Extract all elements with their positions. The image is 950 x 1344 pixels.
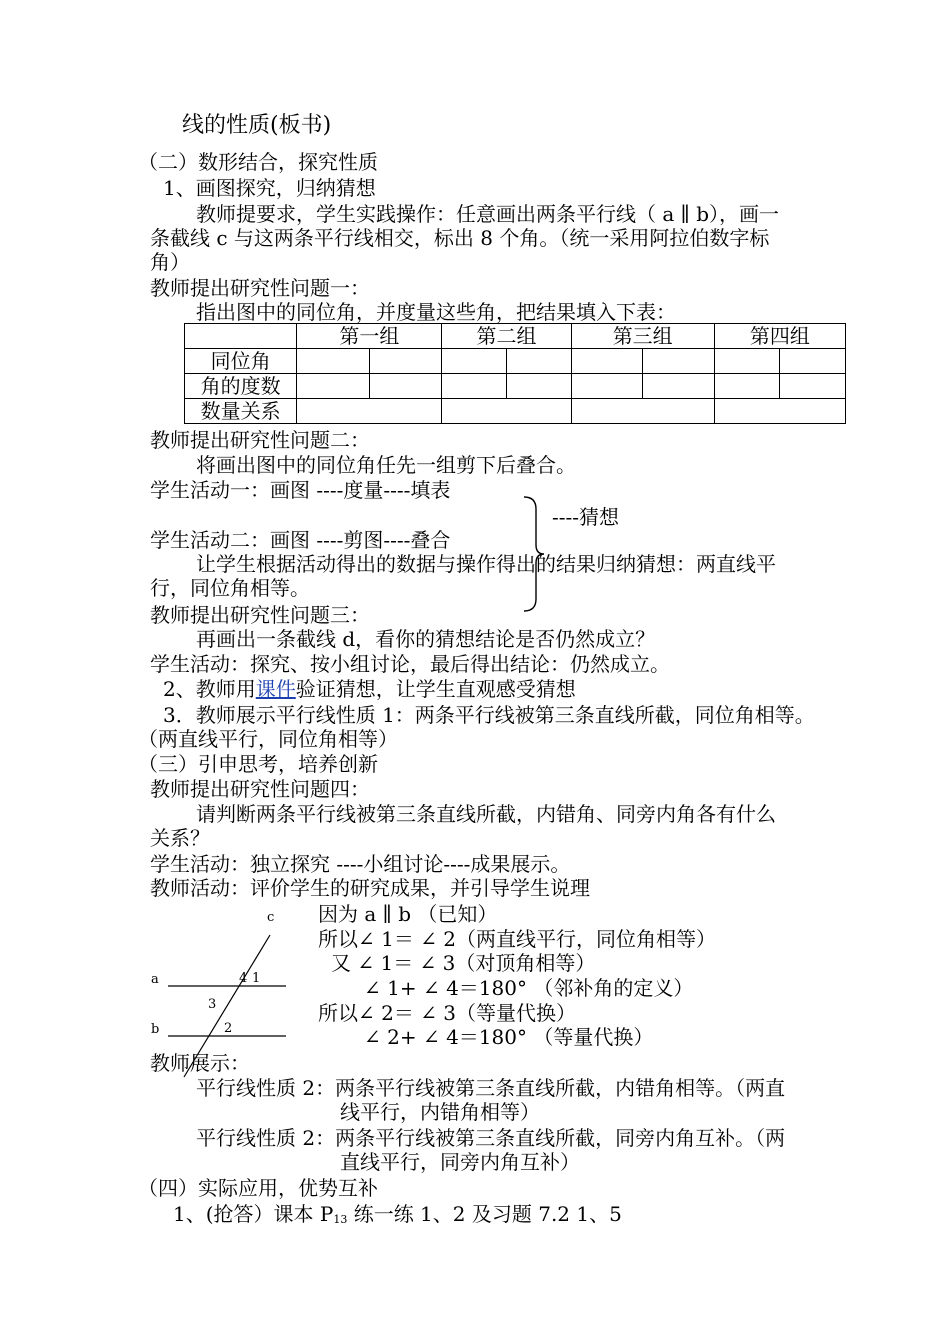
student-activity-1: 学生活动一：画图 ----度量----填表 (150, 478, 451, 502)
section4-title: （四）实际应用，优势互补 (138, 1176, 378, 1200)
label-a: a (151, 972, 159, 987)
table-cell (442, 374, 507, 399)
angle-4-label: 4 (239, 971, 248, 986)
table-cell (571, 374, 643, 399)
table-group-header: 第三组 (571, 324, 714, 349)
proof-line: ∠ 2+ ∠ 4＝180° （等量代换） (364, 1025, 654, 1049)
table-header-row (185, 324, 846, 349)
proof-line: 所以∠ 1＝ ∠ 2（两直线平行，同位角相等） (318, 927, 717, 951)
table-row-label: 同位角 (185, 349, 297, 374)
angle-3-label: 3 (208, 997, 217, 1012)
section-heading: 线的性质(板书) (182, 113, 332, 138)
property2b-line2: 直线平行，同旁内角互补） (340, 1150, 580, 1174)
table-cell (297, 349, 370, 374)
table-cell (780, 374, 846, 399)
question2-title: 教师提出研究性问题二： (150, 428, 370, 452)
item2-suffix: 验证猜想，让学生直观感受猜想 (295, 677, 576, 701)
table-group-header: 第二组 (442, 324, 571, 349)
angle-2-label: 2 (224, 1021, 233, 1036)
proof-line: 所以∠ 2＝ ∠ 3（等量代换） (318, 1001, 577, 1025)
label-c: c (267, 910, 275, 925)
item1-title: 1、画图探究，归纳猜想 (163, 176, 376, 200)
table-cell (442, 399, 571, 424)
question1-text: 指出图中的同位角，并度量这些角，把结果填入下表： (196, 300, 676, 324)
item3-line1: 3．教师展示平行线性质 1：两条平行线被第三条直线所截，同位角相等。 (163, 703, 815, 727)
student-activity-4: 学生活动：独立探究 ----小组讨论----成果展示。 (150, 852, 571, 876)
proof-line: 又 ∠ 1＝ ∠ 3（对顶角相等） (331, 951, 596, 975)
practice-suffix: 练一练 1、2 及习题 7.2 1、5 (347, 1202, 622, 1226)
table-corner-cell (185, 324, 297, 349)
table-row (185, 374, 846, 399)
table-cell (297, 374, 370, 399)
question3-text: 再画出一条截线 d，看你的猜想结论是否仍然成立？ (196, 627, 656, 651)
proof-line: 因为 a ∥ b （已知） (318, 902, 498, 926)
question4-title: 教师提出研究性问题四： (150, 777, 370, 801)
section3-title: （三）引申思考，培养创新 (138, 752, 378, 776)
courseware-link[interactable]: 课件 (255, 677, 296, 701)
guess-label: ----猜想 (552, 505, 620, 529)
table-cell (714, 399, 845, 424)
table-cell (571, 349, 643, 374)
item2-line (163, 677, 576, 701)
para1-line2: 条截线 c 与这两条平行线相交，标出 8 个角。（统一采用阿拉伯数字标 (150, 226, 770, 250)
property2a-line1: 平行线性质 2：两条平行线被第三条直线所截，内错角相等。（两直 (196, 1076, 786, 1100)
table-row (185, 399, 846, 424)
teacher-show: 教师展示： (150, 1051, 250, 1075)
summary-line1: 让学生根据活动得出的数据与操作得出的结果归纳猜想：两直线平 (196, 552, 776, 576)
angle-1-label: 1 (252, 971, 261, 986)
table-cell (780, 349, 846, 374)
table-cell (507, 374, 572, 399)
question3-title: 教师提出研究性问题三： (150, 603, 370, 627)
para1-line3: 角） (150, 250, 190, 274)
item2-prefix: 2、教师用 (163, 677, 256, 701)
teacher-activity: 教师活动：评价学生的研究成果，并引导学生说理 (150, 876, 590, 900)
table-cell (714, 374, 780, 399)
property2b-line1: 平行线性质 2：两条平行线被第三条直线所截，同旁内角互补。（两 (196, 1126, 786, 1150)
table-cell (643, 374, 715, 399)
practice-prefix: 1、(抢答）课本 P (173, 1202, 334, 1226)
table-group-header: 第一组 (297, 324, 442, 349)
page-number-subscript: 13 (333, 1213, 348, 1226)
student-activity-3: 学生活动：探究、按小组讨论，最后得出结论：仍然成立。 (150, 652, 670, 676)
table-cell (369, 374, 442, 399)
question4-line2: 关系？ (150, 826, 210, 850)
practice-line (173, 1202, 622, 1232)
table-cell (369, 349, 442, 374)
section2-title: （二）数形结合，探究性质 (138, 150, 378, 174)
para1-line1: 教师提要求，学生实践操作：任意画出两条平行线（ a ∥ b），画一 (196, 202, 780, 226)
proof-line: ∠ 1+ ∠ 4＝180° （邻补角的定义） (364, 976, 694, 1000)
table-row-label: 角的度数 (185, 374, 297, 399)
table-row (185, 349, 846, 374)
table-row-label: 数量关系 (185, 399, 297, 424)
property2a-line2: 线平行，内错角相等） (340, 1100, 540, 1124)
table-cell (442, 349, 507, 374)
table-cell (297, 399, 442, 424)
summary-line2: 行，同位角相等。 (150, 576, 310, 600)
item3-line2: （两直线平行，同位角相等） (138, 727, 398, 751)
table-cell (571, 399, 714, 424)
table-cell (643, 349, 715, 374)
table-group-header: 第四组 (714, 324, 845, 349)
question4-line1: 请判断两条平行线被第三条直线所截，内错角、同旁内角各有什么 (196, 802, 776, 826)
student-activity-2: 学生活动二：画图 ----剪图----叠合 (150, 528, 451, 552)
corresponding-angles-table (184, 323, 846, 424)
table-cell (507, 349, 572, 374)
label-b: b (151, 1022, 160, 1037)
question2-text: 将画出图中的同位角任先一组剪下后叠合。 (196, 453, 576, 477)
question1-title: 教师提出研究性问题一： (150, 276, 370, 300)
table-cell (714, 349, 780, 374)
